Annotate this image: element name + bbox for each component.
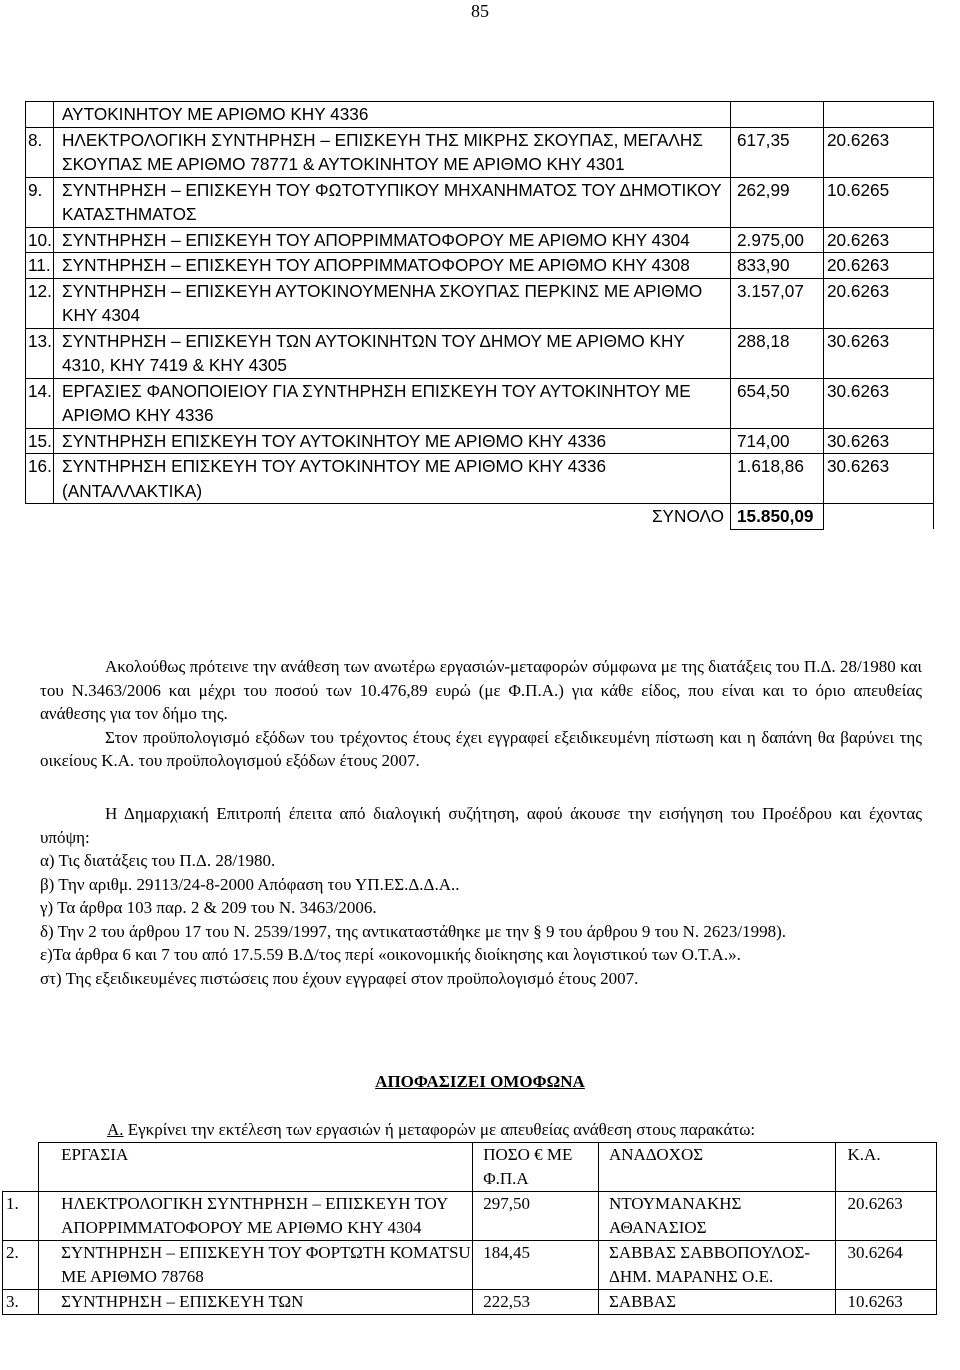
table-row [26, 278, 934, 328]
table-row [26, 454, 934, 504]
row-desc: ΣΥΝΤΗΡΗΣΗ – ΕΠΙΣΚΕΥΗ ΤΟΥ ΑΠΟΡΡΙΜΜΑΤΟΦΟΡΟΥ ΜΕ ΑΡΙΘΜΟ ΚΗΥ 4308 [54, 253, 731, 279]
table-row [26, 102, 934, 128]
row-kae: 30.6263 [824, 454, 934, 504]
header-contractor: ΑΝΑΔΟΧΟΣ [598, 1143, 835, 1192]
row-amount: 262,99 [731, 177, 824, 227]
row-amount: 617,35 [731, 127, 824, 177]
assignment-row [3, 1241, 937, 1290]
decision-intro [107, 1119, 755, 1141]
row-num: 8. [26, 127, 54, 177]
row-amount: 288,18 [731, 328, 824, 378]
row-kae: 20.6263 [824, 127, 934, 177]
row-amount: 2.975,00 [731, 227, 824, 253]
row-kae: 20.6263 [824, 227, 934, 253]
row-num: 9. [26, 177, 54, 227]
row-num: 12. [26, 278, 54, 328]
row-desc: ΕΡΓΑΣΙΕΣ ΦΑΝΟΠΟΙΕΙΟΥ ΓΙΑ ΣΥΝΤΗΡΗΣΗ ΕΠΙΣΚΕΥΗ ΤΟΥ ΑΥΤΟΚΙΝΗΤΟΥ ΜΕ ΑΡΙΘΜΟ ΚΗΥ 4336 [54, 378, 731, 428]
row-amount: 654,50 [731, 378, 824, 428]
assignment-row [3, 1290, 937, 1315]
row-kae: 30.6263 [824, 428, 934, 454]
legal-item: ε)Τα άρθρα 6 και 7 του από 17.5.59 Β.Δ/τος περί «οικονομικής διοίκησης και λογιστικού των Ο.Τ.Α.». [40, 945, 741, 964]
assignment-kae: 30.6264 [835, 1241, 936, 1290]
row-num: 16. [26, 454, 54, 504]
legal-item: β) Την αριθμ. 29113/24-8-2000 Απόφαση του ΥΠ.ΕΣ.Δ.Δ.Α.. [40, 874, 460, 894]
row-desc: ΗΛΕΚΤΡΟΛΟΓΙΚΗ ΣΥΝΤΗΡΗΣΗ – ΕΠΙΣΚΕΥΗ ΤΗΣ ΜΙΚΡΗΣ ΣΚΟΥΠΑΣ, ΜΕΓΑΛΗΣ ΣΚΟΥΠΑΣ ΜΕ ΑΡΙΘΜΟ 78771 & ΑΥΤΟΚΙΝΗΤΟΥ ΜΕ ΑΡΙΘΜΟ ΚΗΥ 4301 [54, 127, 731, 177]
expenses-table [25, 101, 934, 530]
proposal-paragraph [40, 655, 922, 773]
table-row [26, 428, 934, 454]
committee-text: Η Δημαρχιακή Επιτροπή έπειτα από διαλογική συζήτηση, αφού άκουσε την εισήγηση του Προέδρου και έχοντας υπόψη: [40, 804, 922, 847]
assignment-num: 1. [3, 1192, 39, 1241]
legal-item: δ) Την 2 του άρθρου 17 του Ν. 2539/1997, της αντικαταστάθηκε με την § 9 του άρθρου 9 του Ν. 2623/1998). [40, 921, 787, 941]
row-amount: 833,90 [731, 253, 824, 279]
decision-intro-letter: Α. [107, 1120, 124, 1139]
row-num: 10. [26, 227, 54, 253]
header-amount: ΠΟΣΟ € ΜΕ Φ.Π.Α [473, 1143, 599, 1192]
assignment-desc: ΗΛΕΚΤΡΟΛΟΓΙΚΗ ΣΥΝΤΗΡΗΣΗ – ΕΠΙΣΚΕΥΗ ΤΟΥ ΑΠΟΡΡΙΜΜΑΤΟΦΟΡΟΥ ΜΕ ΑΡΙΘΜΟ ΚΗΥ 4304 [39, 1192, 473, 1241]
assignment-num: 3. [3, 1290, 39, 1315]
assignment-amount: 222,53 [473, 1290, 599, 1315]
assignment-amount: 184,45 [473, 1241, 599, 1290]
row-kae [824, 102, 934, 128]
row-desc: ΣΥΝΤΗΡΗΣΗ – ΕΠΙΣΚΕΥΗ ΤΩΝ ΑΥΤΟΚΙΝΗΤΩΝ ΤΟΥ ΔΗΜΟΥ ΜΕ ΑΡΙΘΜΟ ΚΗΥ 4310, ΚΗΥ 7419 & ΚΗΥ 4305 [54, 328, 731, 378]
assignment-contractor: ΣΑΒΒΑΣ [598, 1290, 835, 1315]
legal-item: γ) Τα άρθρα 103 παρ. 2 & 209 του Ν. 3463/2006. [40, 898, 377, 917]
row-num: 13. [26, 328, 54, 378]
decision-heading: ΑΠΟΦΑΣΙΖΕΙ ΟΜΟΦΩΝΑ [375, 1072, 585, 1091]
row-desc: ΣΥΝΤΗΡΗΣΗ ΕΠΙΣΚΕΥΗ ΤΟΥ ΑΥΤΟΚΙΝΗΤΟΥ ΜΕ ΑΡΙΘΜΟ ΚΗΥ 4336 (ΑΝΤΑΛΛΑΚΤΙΚΑ) [54, 454, 731, 504]
total-empty [824, 504, 934, 530]
assignment-num: 2. [3, 1241, 39, 1290]
total-label: ΣΥΝΟΛΟ [26, 504, 731, 530]
table-row [26, 177, 934, 227]
row-kae: 20.6263 [824, 253, 934, 279]
table-row [26, 253, 934, 279]
table-row [26, 328, 934, 378]
row-kae: 20.6263 [824, 278, 934, 328]
budget-text: Στον προϋπολογισμό εξόδων του τρέχοντος έτους έχει εγγραφεί εξειδικευμένη πίστωση και η δαπάνη θα βαρύνει της οικείους Κ.Α. του προϋπολογισμού εξόδων έτους 2007. [40, 727, 922, 770]
assignment-kae: 20.6263 [835, 1192, 936, 1241]
assignment-desc: ΣΥΝΤΗΡΗΣΗ – ΕΠΙΣΚΕΥΗ ΤΩΝ [39, 1290, 473, 1315]
row-amount: 3.157,07 [731, 278, 824, 328]
row-num: 14. [26, 378, 54, 428]
page-number: 85 [471, 1, 489, 21]
assignment-header-row [3, 1143, 937, 1192]
total-row [26, 504, 934, 530]
row-desc: ΑΥΤΟΚΙΝΗΤΟΥ ΜΕ ΑΡΙΘΜΟ ΚΗΥ 4336 [54, 102, 731, 128]
row-desc: ΣΥΝΤΗΡΗΣΗ ΕΠΙΣΚΕΥΗ ΤΟΥ ΑΥΤΟΚΙΝΗΤΟΥ ΜΕ ΑΡΙΘΜΟ ΚΗΥ 4336 [54, 428, 731, 454]
row-desc: ΣΥΝΤΗΡΗΣΗ – ΕΠΙΣΚΕΥΗ ΤΟΥ ΑΠΟΡΡΙΜΜΑΤΟΦΟΡΟΥ ΜΕ ΑΡΙΘΜΟ ΚΗΥ 4304 [54, 227, 731, 253]
row-desc: ΣΥΝΤΗΡΗΣΗ – ΕΠΙΣΚΕΥΗ ΑΥΤΟΚΙΝΟΥΜΕΝΗΑ ΣΚΟΥΠΑΣ ΠΕΡΚΙΝΣ ΜΕ ΑΡΙΘΜΟ ΚΗΥ 4304 [54, 278, 731, 328]
row-amount [731, 102, 824, 128]
legal-item: α) Τις διατάξεις του Π.Δ. 28/1980. [40, 851, 276, 870]
row-amount: 1.618,86 [731, 454, 824, 504]
proposal-text: Ακολούθως πρότεινε την ανάθεση των ανωτέρω εργασιών-μεταφορών σύμφωνα με της διατάξεις του Π.Δ. 28/1980 και του Ν.3463/2006 και μέχρι του ποσού των 10.476,89 ευρώ (με Φ.Π.Α.) για κάθε είδος, που είναι και το όριο απευθείας ανάθεσης για τον δήμο της. [40, 657, 922, 723]
assignment-desc: ΣΥΝΤΗΡΗΣΗ – ΕΠΙΣΚΕΥΗ ΤΟΥ ΦΟΡΤΩΤΗ ΚΟΜΑΤSU ΜΕ ΑΡΙΘΜΟ 78768 [39, 1241, 473, 1290]
header-num [3, 1143, 39, 1192]
row-kae: 30.6263 [824, 328, 934, 378]
table-row [26, 378, 934, 428]
table-row [26, 227, 934, 253]
decision-intro-text: Εγκρίνει την εκτέλεση των εργασιών ή μεταφορών με απευθείας ανάθεση στους παρακάτω: [123, 1120, 756, 1139]
legal-item: στ) Της εξειδικευμένες πιστώσεις που έχουν εγγραφεί στον προϋπολογισμό έτους 2007. [40, 968, 639, 988]
table-row [26, 127, 934, 177]
assignment-amount: 297,50 [473, 1192, 599, 1241]
row-desc: ΣΥΝΤΗΡΗΣΗ – ΕΠΙΣΚΕΥΗ ΤΟΥ ΦΩΤΟΤΥΠΙΚΟΥ ΜΗΧΑΝΗΜΑΤΟΣ ΤΟΥ ΔΗΜΟΤΙΚΟΥ ΚΑΤΑΣΤΗΜΑΤΟΣ [54, 177, 731, 227]
row-num [26, 102, 54, 128]
committee-paragraph [40, 802, 922, 990]
header-kae: Κ.Α. [835, 1143, 936, 1192]
row-kae: 10.6265 [824, 177, 934, 227]
row-num: 11. [26, 253, 54, 279]
total-amount: 15.850,09 [731, 504, 824, 530]
assignment-kae: 10.6263 [835, 1290, 936, 1315]
row-kae: 30.6263 [824, 378, 934, 428]
assignment-table [2, 1142, 937, 1315]
assignment-contractor: ΝΤΟΥΜΑΝΑΚΗΣ ΑΘΑΝΑΣΙΟΣ [598, 1192, 835, 1241]
header-work: ΕΡΓΑΣΙΑ [39, 1143, 473, 1192]
row-num: 15. [26, 428, 54, 454]
assignment-contractor: ΣΑΒΒΑΣ ΣΑΒΒΟΠΟΥΛΟΣ- ΔΗΜ. ΜΑΡΑΝΗΣ Ο.Ε. [598, 1241, 835, 1290]
assignment-row [3, 1192, 937, 1241]
row-amount: 714,00 [731, 428, 824, 454]
